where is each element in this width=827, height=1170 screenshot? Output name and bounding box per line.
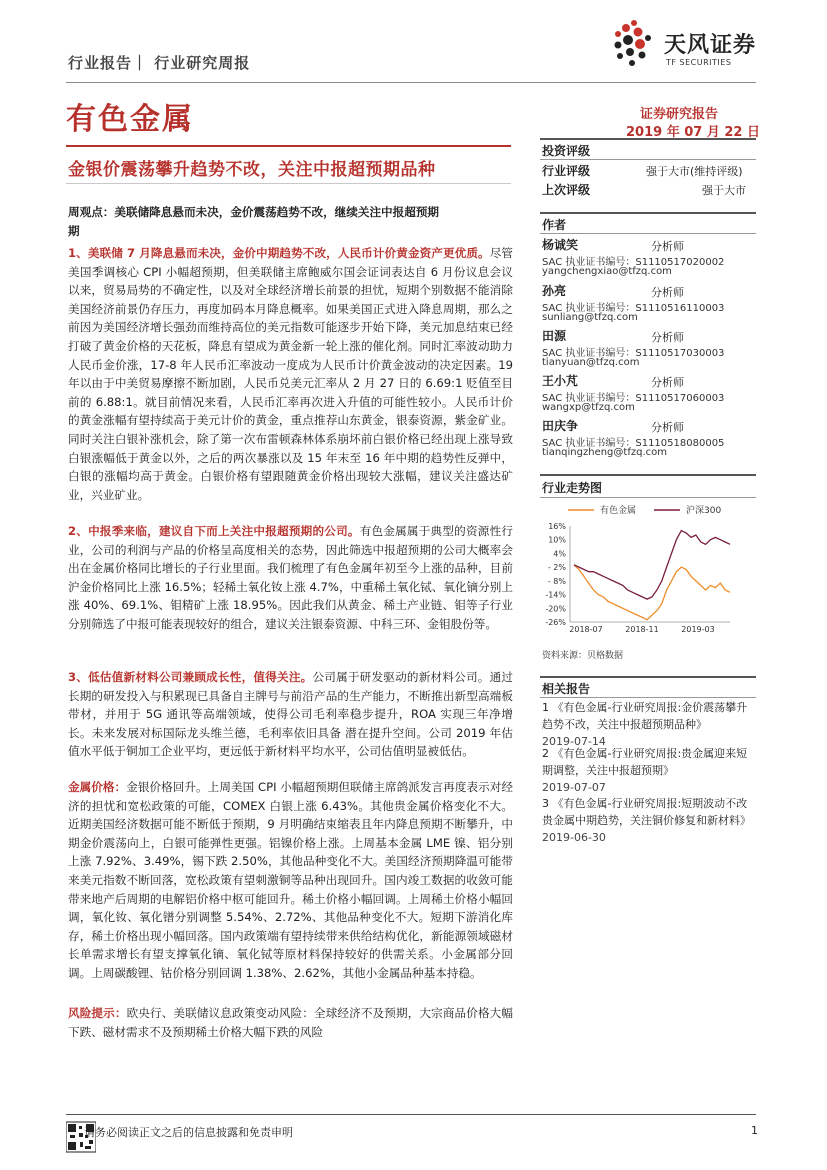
authors-line xyxy=(540,233,756,234)
author-role: 分析师 xyxy=(651,421,684,434)
y-tick-label: 10% xyxy=(548,535,566,545)
industry-rating-value: 强于大市(维持评级) xyxy=(646,165,743,178)
sector-title: 有色金属 xyxy=(66,102,194,137)
author-name: 田庆争 xyxy=(542,419,579,433)
author-email[interactable]: wangxp@tfzq.com xyxy=(542,402,635,413)
related-top-line xyxy=(540,676,756,678)
section-3 xyxy=(68,668,513,761)
section-3-title: 3、低估值新材料公司兼顾成长性，值得关注。 xyxy=(68,670,313,684)
author-cert: SAC 执业证书编号：S1110517030003 xyxy=(542,348,725,359)
author-name: 王小芃 xyxy=(542,374,579,388)
prev-rating-label: 上次评级 xyxy=(542,183,591,197)
industry-rating-label: 行业评级 xyxy=(542,164,591,178)
x-tick-label: 2018-11 xyxy=(625,625,659,634)
brand-name-en: TF SECURITIES xyxy=(666,58,732,67)
related-line xyxy=(540,697,756,698)
brand-name-cn: 天风证券 xyxy=(664,33,757,58)
y-tick-label: 16% xyxy=(548,522,566,531)
section-1 xyxy=(68,244,513,504)
page-number: 1 xyxy=(751,1124,758,1137)
chart-source: 资料来源：贝格数据 xyxy=(542,651,624,661)
trend-line xyxy=(540,497,756,498)
author-email[interactable]: tianqingzheng@tfzq.com xyxy=(542,447,667,458)
x-tick-label: 2018-07 xyxy=(569,625,603,634)
trend-heading: 行业走势图 xyxy=(542,481,603,495)
industry-trend-chart xyxy=(540,500,756,640)
report-label: 证券研究报告 xyxy=(640,107,719,122)
section-1-title: 1、美联储 7 月降息悬而未决，金价中期趋势不改，人民币计价黄金资产更优质。 xyxy=(68,246,490,260)
author-email[interactable]: yangchengxiao@tfzq.com xyxy=(542,266,672,277)
related-report-item[interactable] xyxy=(542,699,757,750)
authors-top-line xyxy=(540,212,756,214)
trend-top-line xyxy=(540,474,756,476)
author-cert: SAC 执业证书编号：S1110517020002 xyxy=(542,257,725,268)
y-tick-label: 4% xyxy=(553,549,566,559)
footer-divider xyxy=(66,1114,756,1115)
title-divider xyxy=(66,145,511,147)
metals-section xyxy=(68,778,513,983)
author-email[interactable]: sunliang@tfzq.com xyxy=(542,312,638,323)
related-report-item[interactable] xyxy=(542,745,757,796)
risk-section xyxy=(68,1004,513,1041)
section-2 xyxy=(68,522,513,634)
author-name: 孙亮 xyxy=(542,284,567,298)
author-role: 分析师 xyxy=(651,376,684,389)
y-tick-label: -20% xyxy=(545,604,566,614)
rating-top-line xyxy=(540,138,756,140)
report-date: 2019 年 07 月 22 日 xyxy=(626,125,760,140)
author-role: 分析师 xyxy=(651,331,684,344)
section-2-title: 2、中报季来临，建议自下而上关注中报超预期的公司。 xyxy=(68,524,360,538)
section-3-text: 公司属于研发驱动的新材料公司。通过长期的研发投入与积累现已具备自主牌号与前沿产品的生产能力，不断推出新型高端板带材，并用于 5G 通讯等高端领域，使得公司毛利率稳步提升，ROA 实现三年净增长。未来发展对标国际龙头维兰德，毛利率依旧具备 潜在提升空间。公司 2019 年估值水平低于铜加工企业平均，更远低于新材料平均水平，公司估值明显被低估。 xyxy=(68,670,513,759)
metals-text: 金银价格回升。上周美国 CPI 小幅超预期但联储主席鸽派发言再度表示对经济的担忧和宽松政策的可能，COMEX 白银上涨 6.43%。其他贵金属价格变化不大。近期美国经济数据可能不断低于预期，9 月明确结束缩表且年内降息预期不断攀升，中期金价震荡向上，白银可能弹性更强。铝镍价格上涨。上周基本金属 LME 镍、铝分别上涨 7.92%、3.49%，锡下跌 2.50%，其他品种变化不大。美国经济预期降温可能带来美元指数不断回落，宽松政策有望刺激铜等品种出现回升。国内竣工数据的收敛可能带来地产后周期的电解铝价格中枢可能回升。稀土价格小幅回调。上周稀土价格小幅回调，氧化钕、氧化镨分别调整 5.54%、2.72%、其他品种变化不大。短期下游消化库存，稀土价格出现小幅回落。国内政策端有望持续带来供给结构优化，新能源领域磁材长单需求增长有望支撑氧化镝、氧化铽等原材料保持较好的供需关系。小金属部分回调。上周碳酸锂、钴价格分别回调 1.38%、2.62%，其他小金属品种基本持稳。 xyxy=(68,780,513,980)
author-email[interactable]: tianyuan@tfzq.com xyxy=(542,357,640,368)
main-title: 金银价震荡攀升趋势不改，关注中报超预期品种 xyxy=(68,160,436,180)
author-role: 分析师 xyxy=(651,286,684,299)
risk-text: 欧央行、美联储议息政策变动风险：全球经济不及预期，大宗商品价格大幅下跌、磁材需求不及预期稀土价格大幅下跌的风险 xyxy=(68,1006,513,1039)
y-tick-label: -14% xyxy=(545,590,566,600)
section-1-text: 尽管美国季调核心 CPI 小幅超预期，但美联储主席鲍威尔国会证词表达自 6 月份议息会议以来，贸易局势的不确定性，以及对全球经济增长前景的担忧，短期个别数据不能消除美国经济前景仍存压力，再度加码本月降息概率。如果美国正式进入降息周期，那么之前因为美国经济增长强劲而维持高位的美元指数可能逐步开始下降，美元加息结束已经打破了黄金价格的天花板，降息有望成为黄金新一轮上涨的催化剂。同时汇率波动助力人民币金价涨，17-8 年人民币汇率波动一度成为人民币计价黄金波动的决定因素。19 年以由于中美贸易摩擦不断加剧，人民币兑美元汇率从 2 月 27 日的 6.69:1 贬值至目前的 6.88:1。就目前情况来看，人民币汇率再次进入升值的可能性较小。人民币计价的黄金涨幅有望持续高于美元计价的黄金，重点推荐山东黄金，银泰资源，紫金矿业。同时关注白银补涨机会，除了第一次布雷顿森林体系崩坏前白银价格已经出现上涨导致白银涨幅低于黄金以外，之后的两次暴涨以及 15 年末至 16 年中期的趋势性反弹中，白银的涨幅均高于黄金。白银价格有望跟随黄金价格出现较大涨幅，建议关注盛达矿业，兴业矿业。 xyxy=(68,246,513,502)
legend-label: 沪深300 xyxy=(686,506,722,516)
author-cert: SAC 执业证书编号：S1110516110003 xyxy=(542,303,725,314)
y-tick-label: - 2% xyxy=(547,563,566,573)
footer-disclaimer[interactable]: 请务必阅读正文之后的信息披露和免责申明 xyxy=(84,1126,293,1139)
risk-title: 风险提示： xyxy=(68,1006,127,1020)
x-tick-label: 2019-03 xyxy=(681,625,715,634)
author-cert: SAC 执业证书编号：S1110518080005 xyxy=(542,438,725,449)
author-name: 田源 xyxy=(542,329,567,343)
related-report-date: 2019-07-07 xyxy=(542,781,606,794)
summary-tail: 期 xyxy=(68,223,80,238)
related-report-title[interactable]: 2 《有色金属-行业研究周报:贵金属迎来短期调整，关注中报超预期》 xyxy=(542,747,748,777)
prev-rating-value: 强于大市 xyxy=(702,184,746,197)
summary-heading xyxy=(68,203,513,240)
legend-label: 有色金属 xyxy=(600,506,637,516)
author-name: 杨诚笑 xyxy=(542,238,579,252)
rating-line xyxy=(540,159,756,160)
metals-title: 金属价格： xyxy=(68,780,127,794)
summary-text: 周观点：美联储降息悬而未决，金价震荡趋势不改，继续关注中报超预期 xyxy=(68,205,440,219)
y-tick-label: - 8% xyxy=(547,576,566,586)
related-report-title[interactable]: 3 《有色金属-行业研究周报:短期波动不改贵金属中期趋势，关注铜价修复和新材料》 xyxy=(542,797,751,827)
authors-heading: 作者 xyxy=(542,218,567,232)
y-tick-label: -26% xyxy=(545,618,566,627)
related-heading: 相关报告 xyxy=(542,682,591,696)
author-role: 分析师 xyxy=(651,240,684,253)
author-cert: SAC 执业证书编号：S1110517060003 xyxy=(542,393,725,404)
related-report-title[interactable]: 1 《有色金属-行业研究周报:金价震荡攀升趋势不改，关注中报超预期品种》 xyxy=(542,701,748,731)
section-2-text: 有色金属属于典型的资源性行业，公司的利润与产品的价格呈高度相关的态势，因此筛选中报超预期的公司大概率会出在金属价格同比增长的子行业里面。我们梳理了有色金属年初至今上涨的品种，目前沪金价格同比上涨 16.5%；轻稀土氧化钕上涨 4.7%，中重稀土氧化铽、氧化镝分别上涨 40%、69.1%、钼精矿上涨 18.95%。因此我们从黄金、稀土产业链、钼等子行业分别筛选了中报可能表现较好的组合，建议关注银泰资源、中科三环、金钼股份等。 xyxy=(68,524,513,631)
title-divider-bottom xyxy=(66,183,511,184)
related-report-item[interactable] xyxy=(542,795,757,846)
related-report-date: 2019-06-30 xyxy=(542,831,606,844)
rating-heading: 投资评级 xyxy=(542,144,591,158)
header-divider xyxy=(66,82,756,83)
related-report-date: 2019-07-14 xyxy=(542,735,606,748)
report-type: 行业报告｜ 行业研究周报 xyxy=(68,54,251,72)
